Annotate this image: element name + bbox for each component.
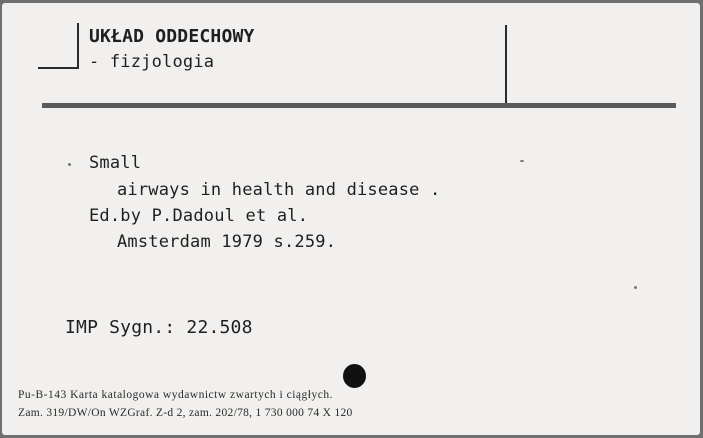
card-form-footer-line-2: Zam. 319/DW/On WZGraf. Z-d 2, zam. 202/78, 1 730 000 74 X 120 <box>18 407 353 419</box>
heading-bracket-horizontal <box>38 67 79 69</box>
subject-subheading: - fizjologia <box>89 52 215 72</box>
heading-bracket-vertical <box>77 23 79 69</box>
heading-box-divider <box>505 25 507 105</box>
card-form-footer-line-1: Pu-B-143 Karta katalogowa wydawnictw zwartych i ciągłych. <box>18 389 333 401</box>
entry-editor-line: Ed.by P.Dadoul et al. <box>89 206 309 226</box>
punch-hole <box>343 364 366 388</box>
paper-speck <box>68 163 71 166</box>
entry-imprint-line: Amsterdam 1979 s.259. <box>117 232 337 252</box>
call-number: IMP Sygn.: 22.508 <box>65 317 253 338</box>
entry-title-continuation: airways in health and disease . <box>117 180 441 200</box>
paper-speck <box>634 286 637 289</box>
catalog-card <box>2 3 700 435</box>
entry-title-line: Small <box>89 153 142 173</box>
paper-speck <box>520 160 524 162</box>
heading-rule <box>42 103 676 108</box>
subject-heading: UKŁAD ODDECHOWY <box>89 26 255 47</box>
